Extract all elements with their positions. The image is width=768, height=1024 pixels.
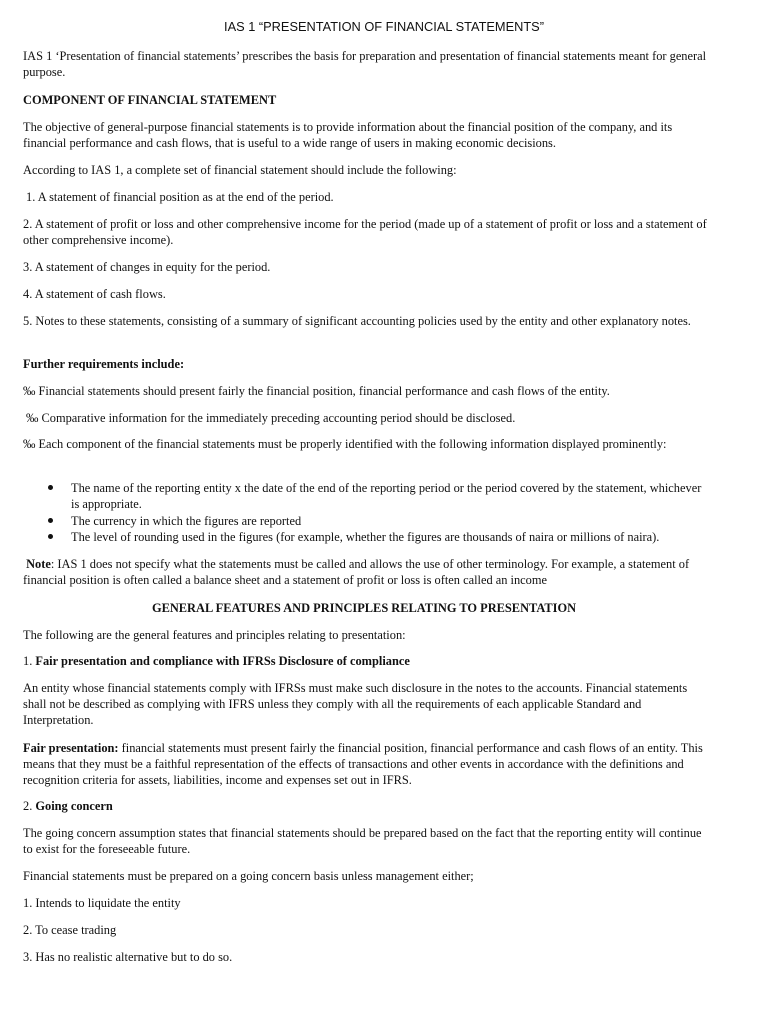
further-requirement-3: ‰ Each component of the financial statements must be properly identified with the following information displayed prominently:	[23, 437, 667, 451]
principle-2-number: 2.	[23, 799, 36, 813]
further-requirement-2: ‰ Comparative information for the immediately preceding accounting period should be disclosed.	[26, 411, 516, 425]
bullet-item-rounding: The level of rounding used in the figures (for example, whether the figures are thousands of naira or millions of naira).	[71, 530, 660, 544]
objective-paragraph: The objective of general-purpose financial statements is to provide information about the financial position of the company, and its financial performance and cash flows, that is useful to a wide range of users in making economic decisions.	[23, 120, 673, 150]
component-item-4: 4. A statement of cash flows.	[23, 287, 166, 301]
going-concern-paragraph: The going concern assumption states that financial statements should be prepared based on the fact that the reporting entity will continue to exist for the foreseeable future.	[23, 826, 702, 856]
bullet-item-currency: The currency in which the figures are reported	[71, 514, 302, 528]
principle-2-title: Going concern	[35, 799, 113, 813]
section-heading-general-features: GENERAL FEATURES AND PRINCIPLES RELATING TO PRESENTATION	[151, 601, 577, 615]
component-item-3: 3. A statement of changes in equity for the period.	[23, 260, 271, 274]
going-concern-item-3: 3. Has no realistic alternative but to do so.	[23, 950, 233, 964]
note-label: Note	[26, 557, 51, 571]
page-title: IAS 1 “PRESENTATION OF FINANCIAL STATEMENTS”	[224, 19, 544, 34]
going-concern-item-1: 1. Intends to liquidate the entity	[23, 896, 181, 910]
intro-paragraph: IAS 1 ‘Presentation of financial statements’ prescribes the basis for preparation and presentation of financial statements meant for general purpose.	[23, 49, 707, 79]
components-lead: According to IAS 1, a complete set of financial statement should include the following:	[23, 163, 457, 177]
fair-presentation-text: financial statements must present fairly the financial position, financial performance and cash flows of an entity. This means that they must be a faithful representation of the effects of transactions and other events in accordance with the definitions and recognition criteria for assets, liabilities, income and expenses set out in IFRS.	[23, 741, 703, 787]
further-requirements-heading: Further requirements include:	[23, 357, 185, 371]
principle-2-heading	[23, 798, 713, 814]
further-requirement-1: ‰ Financial statements should present fairly the financial position, financial performance and cash flows of the entity.	[23, 384, 610, 398]
bullet-item-entity-name: The name of the reporting entity x the date of the end of the reporting period or the period covered by the statement, whichever is appropriate.	[71, 481, 702, 511]
principle-1-number: 1.	[23, 654, 36, 668]
fair-presentation-label: Fair presentation:	[23, 741, 119, 755]
going-concern-item-2: 2. To cease trading	[23, 923, 117, 937]
bullet-marker	[48, 534, 53, 539]
principle-1-heading	[23, 653, 713, 669]
fair-presentation-paragraph	[23, 740, 713, 788]
component-item-2: 2. A statement of profit or loss and other comprehensive income for the period (made up of a statement of profit or loss and a statement of other comprehensive income).	[23, 217, 707, 247]
compliance-paragraph: An entity whose financial statements comply with IFRSs must make such disclosure in the notes to the accounts. Financial statements shall not be described as complying with IFRS unless they comply with all the requirements of each applicable Standard and Interpretation.	[23, 681, 688, 727]
principle-1-title: Fair presentation and compliance with IFRSs Disclosure of compliance	[35, 654, 410, 668]
component-item-5: 5. Notes to these statements, consisting of a summary of significant accounting policies used by the entity and other explanatory notes.	[23, 314, 691, 328]
component-item-1: 1. A statement of financial position as at the end of the period.	[26, 190, 334, 204]
section-heading-components: COMPONENT OF FINANCIAL STATEMENT	[23, 93, 277, 107]
note-text: : IAS 1 does not specify what the statements must be called and allows the use of other terminology. For example, a statement of financial position is often called a balance sheet and a statement of profit or loss is often called an income	[23, 557, 690, 587]
bullet-marker	[48, 518, 53, 523]
note-paragraph	[23, 556, 713, 588]
general-features-lead: The following are the general features and principles relating to presentation:	[23, 628, 406, 642]
going-concern-lead: Financial statements must be prepared on a going concern basis unless management either;	[23, 869, 474, 883]
bullet-marker	[48, 485, 53, 490]
